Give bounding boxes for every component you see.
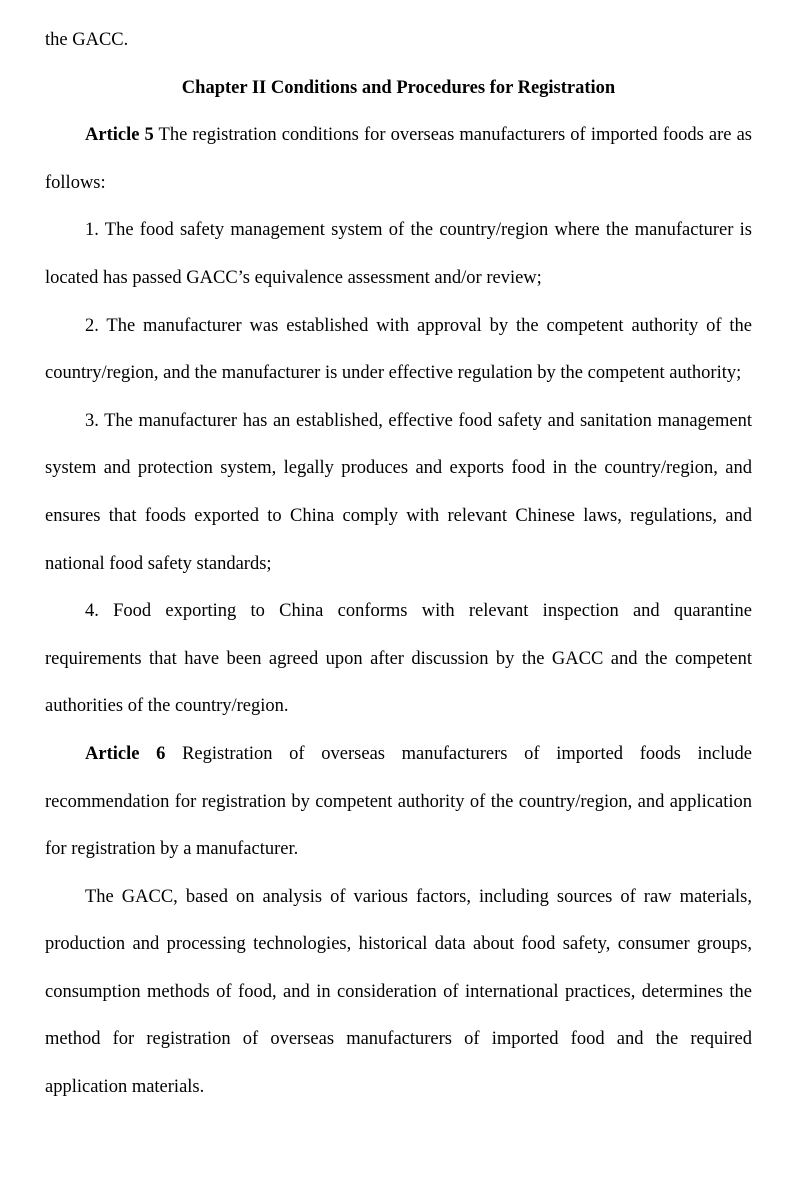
article-5-item-3: 3. The manufacturer has an established, effective food safety and sanitation management system and protection system, legally produces and exports food in the country/region, and ensures that foods exported to China comply with relevant Chinese laws, regulations, and national food safety standards; [45,410,752,574]
article-5-item-4: 4. Food exporting to China conforms with relevant inspection and quarantine requirements that have been agreed upon after discussion by the GACC and the competent authorities of the country/region. [45,601,752,717]
article-6-label: Article 6 [85,743,166,764]
article-6-paragraph [45,731,752,874]
article-5-item-2: 2. The manufacturer was established with approval by the competent authority of the country/region, and the manufacturer is under effective regulation by the competent authority; [45,315,752,384]
article-5-item-1: 1. The food safety management system of the country/region where the manufacturer is located has passed GACC’s equivalence assessment and/or review; [45,220,752,288]
article-5-intro-text: The registration conditions for overseas manufacturers of imported foods are as follows: [45,125,753,193]
article-6-paragraph-2: The GACC, based on analysis of various factors, including sources of raw materials, production and processing technologies, historical data about food safety, consumer groups, consumption methods of food, and in consideration of international practices, determines the method for registration of overseas manufacturers of imported food and the required application materials. [45,886,752,1098]
continuation-text: the GACC. [45,30,129,50]
chapter-heading: Chapter II Conditions and Procedures for Registration [181,77,616,98]
article-5-label: Article 5 [85,125,154,146]
document-page [45,0,752,1112]
article-6-text: Registration of overseas manufacturers of imported foods include recommendation for registration by competent authority of the country/region, and application for registration by a manufacturer. [45,743,752,860]
article-5-intro [45,112,752,207]
